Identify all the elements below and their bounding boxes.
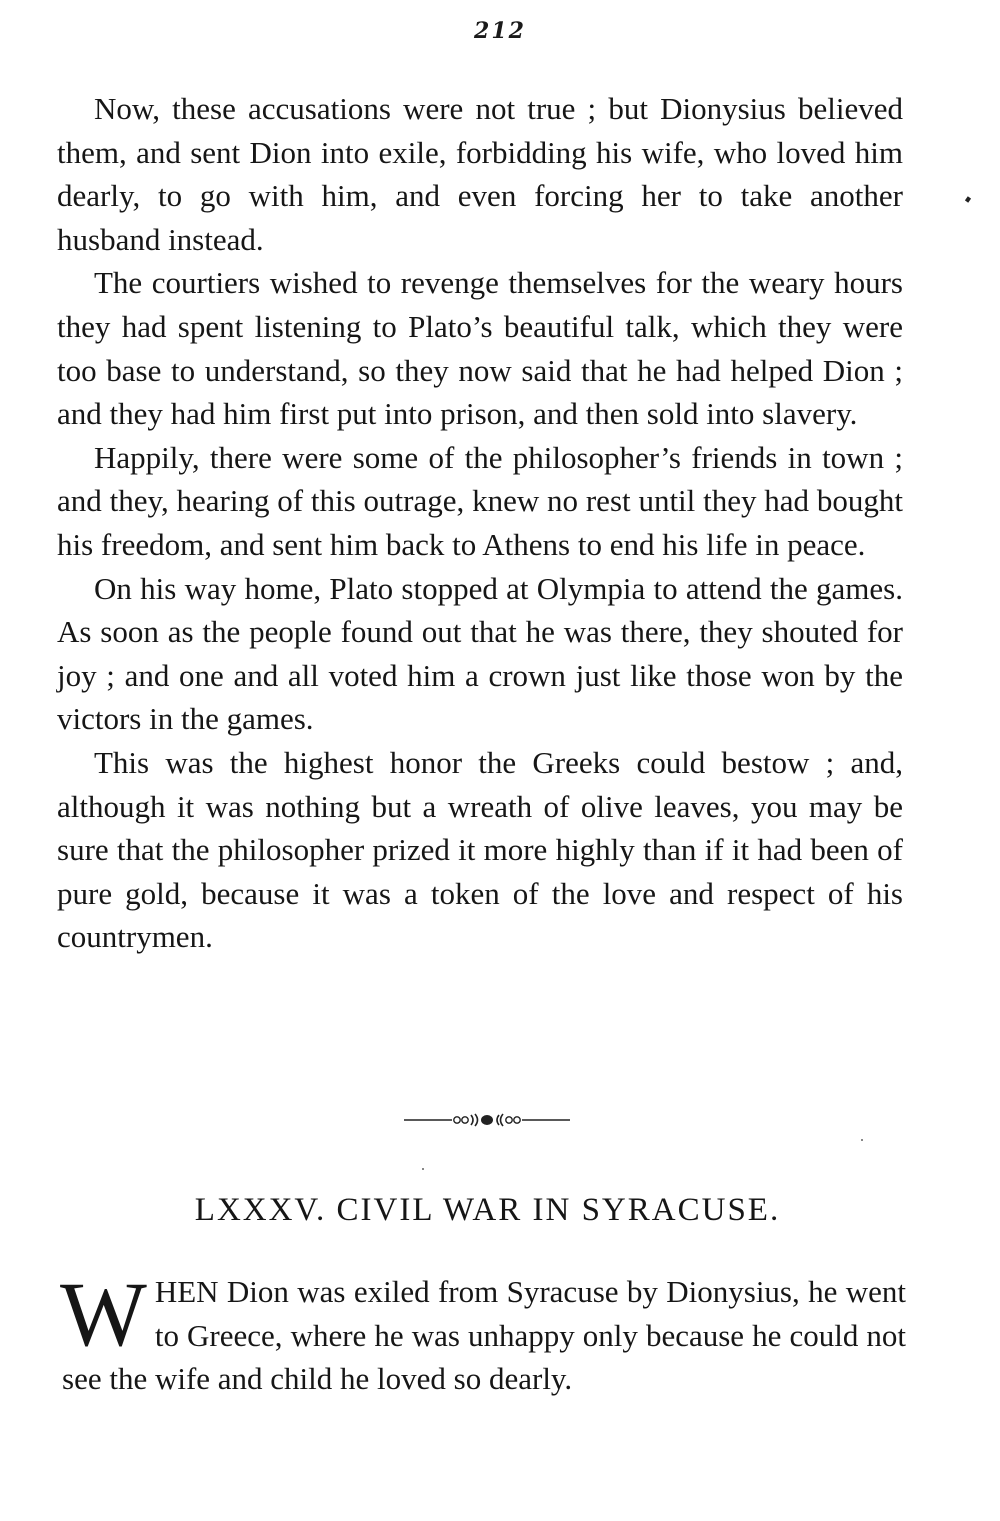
paragraph-highest-honor: This was the highest honor the Greeks could bestow ; and, although it was nothing but a wreath of olive leaves, you may be sure that the philosopher prized it more highly than if it had been of pure gold, because it was a token of the love and respect of his countrymen.: [57, 744, 903, 955]
paragraph-accusations: Now, these accusations were not true ; but Dionysius believed them, and sent Dion into exile, forbidding his wife, who loved him dearly, to go with him, and even forcing her to take another husband instead.: [57, 91, 903, 257]
drop-cap-letter: W: [60, 1263, 147, 1365]
upper-text-block: [57, 87, 903, 959]
paragraph-friends: Happily, there were some of the philosopher’s friends in town ; and they, hearing of this outrage, knew no rest until they had bought his freedom, and sent him back to Athens to end his life in peace.: [57, 439, 903, 562]
paragraph-olympia: On his way home, Plato stopped at Olympia to attend the games. As soon as the people found out that he was there, they shouted for joy ; and one and all voted him a crown just like those won by the victors in the games.: [57, 570, 903, 737]
chapter-opening-block: [60, 1263, 906, 1401]
chapter-opening-paragraph: [60, 1263, 906, 1401]
section-ornament: [404, 1104, 570, 1136]
stray-ink-mark: [965, 196, 971, 202]
paper-speck: [861, 1139, 863, 1141]
paper-speck: [422, 1168, 424, 1170]
chapter-title: LXXXV. CIVIL WAR IN SYRACUSE.: [194, 1192, 781, 1228]
page-number: 212: [474, 18, 526, 44]
chapter-opening-text: HEN Dion was exiled from Syracuse by Dionysius, he went to Greece, where he was unhappy only because he could not see the wife and child he loved so dearly.: [62, 1274, 906, 1397]
paragraph-courtiers: The courtiers wished to revenge themselves for the weary hours they had spent listening to Plato’s beautiful talk, which they were too base to understand, so they now said that he had helped Dion ; and they had him first put into prison, and then sold into slavery.: [57, 265, 903, 432]
